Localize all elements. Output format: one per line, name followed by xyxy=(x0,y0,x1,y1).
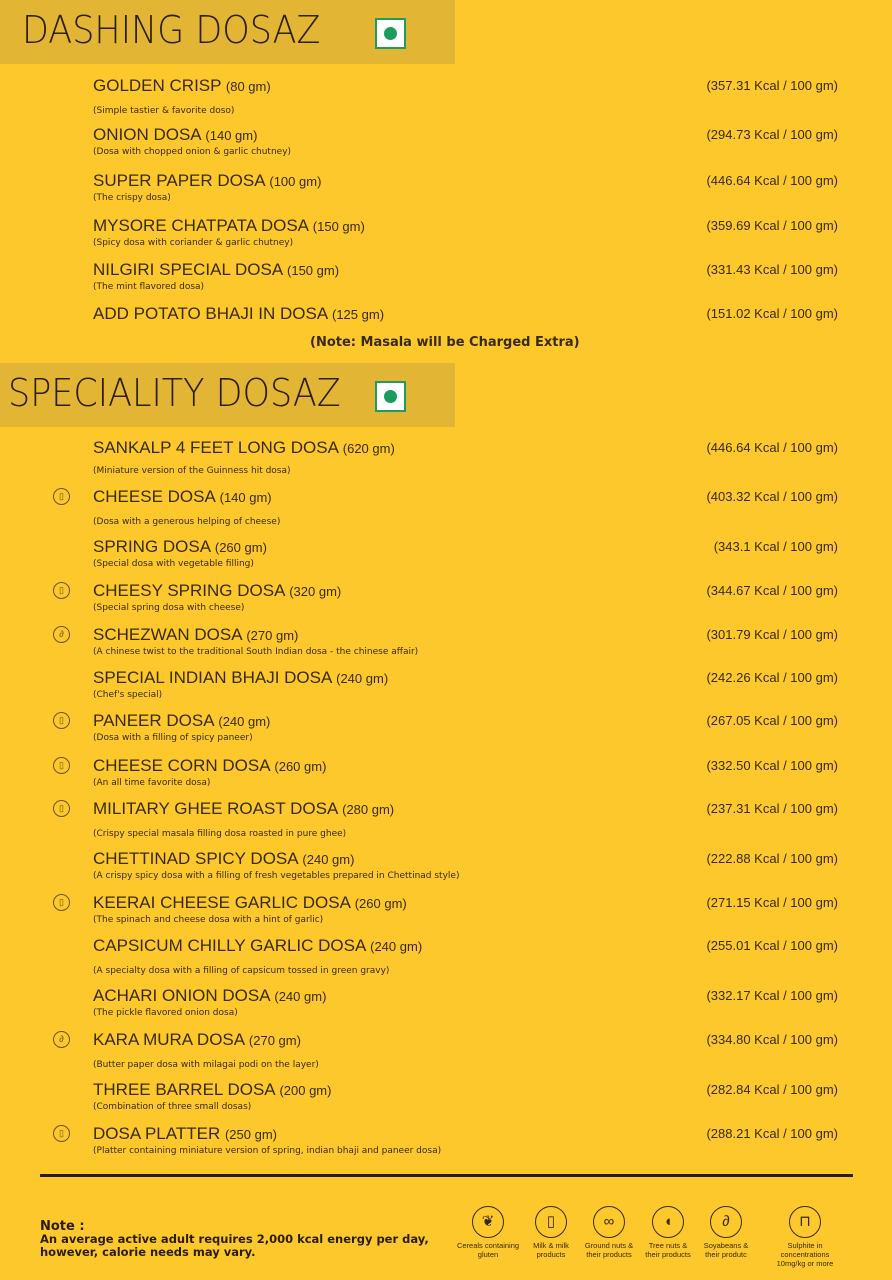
item-calories: (344.67 Kcal / 100 gm) xyxy=(706,583,838,598)
item-weight: (280 gm) xyxy=(342,802,395,817)
item-description: (The pickle flavored onion dosa) xyxy=(93,1008,238,1018)
item-title: KARA MURA DOSA xyxy=(93,1030,245,1049)
item-calories: (255.01 Kcal / 100 gm) xyxy=(706,938,838,953)
item-description: (Special dosa with vegetable filling) xyxy=(93,559,254,569)
note-line: An average active adult requires 2,000 kcal energy per day, xyxy=(40,1232,429,1246)
note-line: however, calorie needs may vary. xyxy=(40,1245,256,1259)
bottle-glass-icon: ⊓ xyxy=(789,1206,821,1238)
item-weight: (100 gm) xyxy=(269,174,322,189)
menu-item xyxy=(59,893,838,925)
item-title: SANKALP 4 FEET LONG DOSA xyxy=(93,438,339,457)
milk-allergen-icon: ▯ xyxy=(53,757,70,774)
milk-allergen-icon: ▯ xyxy=(53,582,70,599)
menu-item xyxy=(93,171,838,203)
item-weight: (140 gm) xyxy=(219,490,272,505)
item-calories: (446.64 Kcal / 100 gm) xyxy=(706,440,838,455)
item-weight: (240 gm) xyxy=(274,989,327,1004)
menu-item xyxy=(93,438,838,476)
item-description: (Chef's special) xyxy=(93,690,163,700)
legend-label: their products xyxy=(586,1250,632,1259)
item-calories: (151.02 Kcal / 100 gm) xyxy=(706,306,838,321)
item-title: CAPSICUM CHILLY GARLIC DOSA xyxy=(93,936,366,955)
veg-symbol-icon xyxy=(375,381,406,412)
item-weight: (240 gm) xyxy=(302,852,355,867)
legend-label: Ground nuts & xyxy=(584,1241,634,1250)
legend-label: Soyabeans & xyxy=(703,1241,749,1250)
item-calories: (242.26 Kcal / 100 gm) xyxy=(706,670,838,685)
item-weight: (150 gm) xyxy=(287,263,340,278)
milk-allergen-icon: ▯ xyxy=(53,1125,70,1142)
peanut-icon: ∞ xyxy=(593,1206,625,1238)
wheat-icon: ❦ xyxy=(472,1206,504,1238)
item-description: (The crispy dosa) xyxy=(93,193,171,203)
legend-item xyxy=(765,1206,845,1268)
item-description: (A crispy spicy dosa with a filling of fresh vegetables prepared in Chettinad style) xyxy=(93,871,460,881)
item-calories: (403.32 Kcal / 100 gm) xyxy=(706,489,838,504)
item-weight: (270 gm) xyxy=(248,1033,301,1048)
milk-allergen-icon: ▯ xyxy=(53,488,70,505)
item-description: (Crispy special masala filling dosa roasted in pure ghee) xyxy=(93,829,347,839)
menu-item xyxy=(59,799,838,839)
item-title: GOLDEN CRISP xyxy=(93,76,222,95)
item-title: SPECIAL INDIAN BHAJI DOSA xyxy=(93,668,332,687)
legend-label: Cereals containing xyxy=(456,1241,520,1250)
legend-item xyxy=(686,1206,766,1259)
menu-item xyxy=(93,849,838,881)
item-calories: (222.88 Kcal / 100 gm) xyxy=(706,851,838,866)
item-title: ONION DOSA xyxy=(93,125,201,144)
item-title: SPRING DOSA xyxy=(93,537,211,556)
menu-item xyxy=(93,537,838,569)
item-description: (Combination of three small dosas) xyxy=(93,1102,252,1112)
section-header-dashing xyxy=(0,0,455,64)
veg-symbol-icon xyxy=(375,18,406,49)
item-description: (A chinese twist to the traditional South Indian dosa - the chinese affair) xyxy=(93,647,419,657)
menu-item xyxy=(93,260,838,292)
item-weight: (260 gm) xyxy=(354,896,407,911)
item-description: (Miniature version of the Guinness hit dosa) xyxy=(93,466,291,476)
calorie-note xyxy=(40,1220,429,1259)
menu-item xyxy=(59,756,838,788)
soybean-allergen-icon: ∂ xyxy=(53,1031,70,1048)
item-description: (A specialty dosa with a filling of capsicum tossed in green gravy) xyxy=(93,966,390,976)
item-title: PANEER DOSA xyxy=(93,711,214,730)
item-calories: (288.21 Kcal / 100 gm) xyxy=(706,1126,838,1141)
divider xyxy=(40,1174,853,1177)
item-calories: (294.73 Kcal / 100 gm) xyxy=(706,127,838,142)
item-calories: (357.31 Kcal / 100 gm) xyxy=(706,78,838,93)
item-weight: (80 gm) xyxy=(225,79,271,94)
item-weight: (150 gm) xyxy=(312,219,365,234)
item-description: (Dosa with a generous helping of cheese) xyxy=(93,517,281,527)
item-title: ADD POTATO BHAJI IN DOSA xyxy=(93,304,328,323)
item-weight: (140 gm) xyxy=(205,128,258,143)
item-calories: (332.17 Kcal / 100 gm) xyxy=(706,988,838,1003)
note-title: Note : xyxy=(40,1219,85,1234)
soybean-icon: ∂ xyxy=(710,1206,742,1238)
item-weight: (240 gm) xyxy=(218,714,271,729)
menu-item xyxy=(59,1030,838,1070)
item-title: ACHARI ONION DOSA xyxy=(93,986,270,1005)
legend-label: Tree nuts & xyxy=(648,1241,688,1250)
legend-label: products xyxy=(536,1250,566,1259)
legend-label: their produtc xyxy=(705,1250,747,1259)
menu-item xyxy=(93,936,838,976)
item-title: NILGIRI SPECIAL DOSA xyxy=(93,260,283,279)
item-calories: (332.50 Kcal / 100 gm) xyxy=(706,758,838,773)
milk-allergen-icon: ▯ xyxy=(53,712,70,729)
menu-item xyxy=(93,668,838,700)
menu-item xyxy=(93,125,838,157)
legend-label: Sulphite in concentrations xyxy=(780,1241,830,1259)
item-description: (Special spring dosa with cheese) xyxy=(93,603,245,613)
item-weight: (320 gm) xyxy=(289,584,342,599)
item-calories: (282.84 Kcal / 100 gm) xyxy=(706,1082,838,1097)
milk-carton-icon: ▯ xyxy=(535,1206,567,1238)
soybean-allergen-icon: ∂ xyxy=(53,626,70,643)
section-title: SPECIALITY DOSAZ xyxy=(8,371,341,415)
section-title: DASHING DOSAZ xyxy=(22,8,321,52)
item-calories: (267.05 Kcal / 100 gm) xyxy=(706,713,838,728)
item-calories: (334.80 Kcal / 100 gm) xyxy=(706,1032,838,1047)
item-weight: (240 gm) xyxy=(336,671,389,686)
menu-item xyxy=(93,986,838,1018)
tree-nut-icon: ◖ xyxy=(652,1206,684,1238)
menu-item xyxy=(93,216,838,248)
legend-label: gluten xyxy=(477,1250,499,1259)
item-title: SCHEZWAN DOSA xyxy=(93,625,242,644)
item-calories: (301.79 Kcal / 100 gm) xyxy=(706,627,838,642)
item-description: (Simple tastier & favorite doso) xyxy=(93,106,235,116)
masala-note: (Note: Masala will be Charged Extra) xyxy=(310,335,580,350)
menu-item xyxy=(59,1124,838,1156)
item-calories: (446.64 Kcal / 100 gm) xyxy=(706,173,838,188)
menu-item xyxy=(59,581,838,613)
item-calories: (237.31 Kcal / 100 gm) xyxy=(706,801,838,816)
item-weight: (200 gm) xyxy=(279,1083,332,1098)
item-description: (Butter paper dosa with milagai podi on the layer) xyxy=(93,1060,319,1070)
item-calories: (271.15 Kcal / 100 gm) xyxy=(706,895,838,910)
legend-label: 10mg/kg or more xyxy=(776,1259,834,1268)
item-title: MILITARY GHEE ROAST DOSA xyxy=(93,799,338,818)
menu-item xyxy=(59,711,838,743)
item-weight: (260 gm) xyxy=(214,540,267,555)
item-title: KEERAI CHEESE GARLIC DOSA xyxy=(93,893,350,912)
item-title: CHEESE CORN DOSA xyxy=(93,756,270,775)
item-weight: (240 gm) xyxy=(370,939,423,954)
legend-label: Milk & milk xyxy=(533,1241,569,1250)
item-title: DOSA PLATTER xyxy=(93,1124,221,1143)
item-calories: (359.69 Kcal / 100 gm) xyxy=(706,218,838,233)
section-header-speciality xyxy=(0,363,455,427)
milk-allergen-icon: ▯ xyxy=(53,894,70,911)
menu-item xyxy=(59,625,838,657)
item-title: CHEESE DOSA xyxy=(93,487,215,506)
item-title: THREE BARREL DOSA xyxy=(93,1080,275,1099)
item-title: CHETTINAD SPICY DOSA xyxy=(93,849,298,868)
menu-item xyxy=(59,487,838,527)
item-weight: (250 gm) xyxy=(224,1127,277,1142)
menu-item xyxy=(93,1080,838,1112)
item-calories: (331.43 Kcal / 100 gm) xyxy=(706,262,838,277)
menu-item xyxy=(93,76,838,116)
item-title: SUPER PAPER DOSA xyxy=(93,171,265,190)
item-description: (An all time favorite dosa) xyxy=(93,778,211,788)
item-description: (Dosa with a filling of spicy paneer) xyxy=(93,733,253,743)
item-title: CHEESY SPRING DOSA xyxy=(93,581,285,600)
item-weight: (260 gm) xyxy=(274,759,327,774)
item-description: (Dosa with chopped onion & garlic chutney) xyxy=(93,147,292,157)
item-description: (Spicy dosa with coriander & garlic chutney) xyxy=(93,238,294,248)
milk-allergen-icon: ▯ xyxy=(53,800,70,817)
menu-item xyxy=(93,304,838,324)
item-description: (The mint flavored dosa) xyxy=(93,282,205,292)
legend-label: their products xyxy=(645,1250,691,1259)
item-weight: (620 gm) xyxy=(342,441,395,456)
item-description: (The spinach and cheese dosa with a hint of garlic) xyxy=(93,915,324,925)
item-title: MYSORE CHATPATA DOSA xyxy=(93,216,309,235)
item-weight: (270 gm) xyxy=(246,628,299,643)
item-weight: (125 gm) xyxy=(332,307,385,322)
item-description: (Platter containing miniature version of spring, indian bhaji and paneer dosa) xyxy=(93,1146,442,1156)
item-calories: (343.1 Kcal / 100 gm) xyxy=(713,539,838,554)
